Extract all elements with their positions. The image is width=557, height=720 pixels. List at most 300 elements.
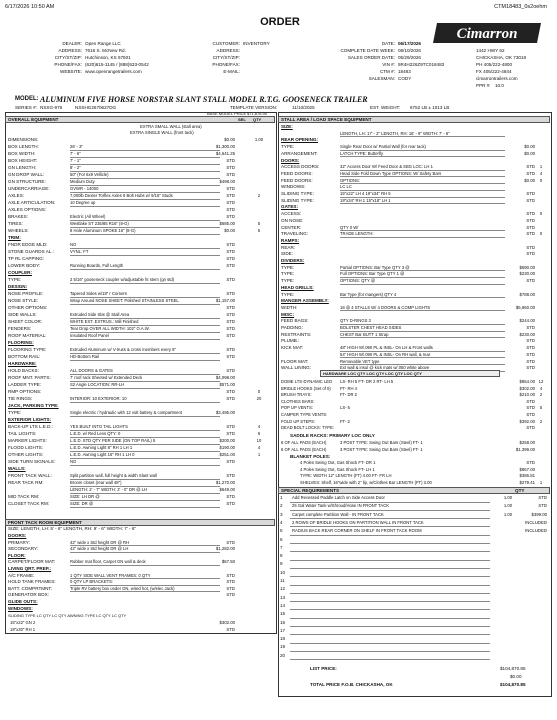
special-row-underline: [290, 543, 490, 544]
stall-row-label: ON NOSE:: [281, 217, 304, 223]
special-row-underline: [290, 585, 490, 586]
blanket-row-price: STD: [526, 460, 535, 465]
equip-row-price: STD: [226, 333, 235, 338]
stall-row-label: REAR:: [281, 244, 296, 250]
equip-row-price: STD: [226, 368, 235, 373]
stall-row-value: BOLSTER CHEST HEAD SIDES: [340, 325, 402, 330]
equip-row-price: STD: [226, 165, 235, 170]
front-tack-row-price: $1,282.00: [215, 546, 235, 552]
stall-row-value: LATCH TYPE: Butterfly: [340, 150, 384, 156]
equip-row-value: 8 Hole Aluminum SPOKE 16" (8-G): [70, 228, 136, 233]
dealer-website: www.openrangetrailers.com: [85, 69, 142, 74]
equip-row-qty: 5: [257, 221, 261, 226]
equip-row-qty: 2: [257, 193, 261, 198]
equip-row-price: $685.00: [219, 221, 235, 226]
equip-row-label: TRIM:: [8, 235, 21, 240]
special-row-price: INCLUDED: [525, 528, 547, 534]
overall-equipment-header: [5, 116, 275, 123]
dealer-city-label: CITY/ST/ZIP:: [54, 55, 82, 60]
equip-row-value: LENGTH: 2' - 7" WIDTH: 2' - 0" DR @ LH: [70, 487, 147, 492]
stall-row-underline: [340, 310, 505, 311]
special-row-underline: [290, 651, 490, 652]
saddle-row-price: $1,399.00: [515, 446, 535, 452]
equip-row-label: SHEET COLOR:: [8, 319, 43, 324]
front-tack-row-value: Rubber mat floor, Carpet GN wall & deck: [70, 559, 146, 565]
equip-row-price: STD: [226, 242, 235, 247]
customer-address-label: ADDRESS:: [216, 48, 240, 53]
equip-row-price: $571.00: [219, 382, 235, 387]
stall-row-label: RAMPS:: [281, 237, 300, 243]
stall-row-value: Bar Type (for mangers) QTY 4: [340, 291, 397, 297]
stall-row-underline: [340, 237, 505, 238]
equip-row-value: VYNL: FT: [70, 249, 89, 254]
equip-row-value: Westlake ST 235/85 R16" (8-G): [70, 221, 129, 226]
stall-row-price: $230.00: [519, 271, 535, 277]
stall-row-price: STD: [526, 231, 535, 237]
sel-label: SEL: [238, 117, 246, 122]
customer-name: INVENTORY: [243, 41, 270, 46]
saddle-row-label: 6 OF ALL PADS (EACH): [281, 440, 327, 445]
equip-row-price: STD: [226, 158, 235, 163]
front-tack-row-label: HOLD TANK FRAMES:: [8, 579, 56, 585]
equip-row-price: STD: [226, 424, 235, 429]
extra-wall-label: EXTRA SMALL WALL (stall area): [140, 124, 202, 129]
front-tack-title: FRONT TACK ROOM EQUIPMENT: [8, 520, 82, 525]
total-label: TOTAL PRICE F.O.B. CHICKASHA, OK: [310, 682, 393, 687]
dealer-label: DEALER:: [62, 41, 82, 46]
front-tack-row-label: WINDOWS:: [8, 605, 33, 611]
equip-row-label: LOWER BODY:: [8, 263, 41, 268]
front-tack-row-label: GLIDE OUTS:: [8, 599, 38, 604]
special-row-underline: [290, 618, 490, 619]
hardware-row-price: $302.00: [519, 385, 535, 391]
equip-row-value: L.E.D. w/ Red Lens QTY: 0: [70, 431, 121, 436]
stall-area-header: [278, 116, 550, 123]
special-row-number: 13: [280, 594, 286, 600]
complete-date-value: 08/10/2026: [398, 48, 421, 53]
stall-row-label: WALL LINING:: [281, 365, 312, 371]
hardware-row-qty: 2: [539, 418, 543, 424]
special-row-number: 2: [280, 503, 283, 509]
front-tack-header: [5, 519, 275, 526]
equip-row-price: STD: [226, 186, 235, 191]
blanket-row-value: 4 Poles Swing Out, Gas Shock FT- DR 1: [300, 460, 376, 465]
special-row-underline: [290, 568, 490, 569]
equip-row-label: TYPE:: [8, 277, 22, 282]
equip-row-value: Insulated Roof Panel: [70, 333, 109, 338]
equip-row-label: BOX LENGTH:: [8, 144, 39, 149]
equip-row-price: STD: [226, 354, 235, 359]
equip-row-underline: [70, 304, 220, 305]
hardware-row-qty: 12: [538, 379, 544, 384]
equip-row-label: MID TACK RM:: [8, 494, 40, 499]
special-row-number: 7: [280, 544, 283, 550]
equip-row-value: Split partition wall, full height & width Slant wall: [70, 473, 157, 478]
hardware-head-text: HARDWARE LOC QTY LOC QTY LOC QTY LOC QTY: [323, 371, 422, 376]
vin-label: VIN #:: [382, 62, 395, 67]
hardware-row-qty: 5: [539, 405, 543, 411]
hardware-row-label: BRUSH TRAYS:: [281, 392, 312, 398]
equip-row-price: STD: [226, 277, 235, 282]
equip-row-value: INTERIOR: 10 EXTERIOR: 10: [70, 396, 127, 401]
equip-row-price: $200.00: [219, 438, 235, 443]
equip-row-value: 8' - 2": [70, 165, 81, 170]
hardware-row-value: LS- RH 5 FT- DR 2 RT- LH 5: [340, 379, 394, 384]
stall-row-label: DIVIDERS:: [281, 258, 305, 263]
stall-row-price: STD: [526, 217, 535, 223]
equip-row-label: ROOF MNT. PARTS:: [8, 375, 51, 380]
model-label: MODEL:: [15, 96, 39, 102]
base-model-label: BASE MODEL PRICE: [207, 111, 247, 116]
stall-row-label: RESTRAINTS:: [281, 331, 312, 337]
hardware-row-label: FOLD UP STEPS:: [281, 418, 316, 424]
equip-row-label: OTHER LIGHTS:: [8, 452, 44, 457]
special-row-qty: 1.00: [503, 503, 513, 509]
equip-row-label: AXLE ARTICULATION:: [8, 200, 56, 205]
front-tack-window-price: $302.00: [219, 620, 235, 625]
stall-row-label: TRAVELING:: [281, 231, 308, 237]
dealer-address: 7616 S. McNew Rd.: [85, 48, 126, 53]
special-row-number: 6: [280, 536, 283, 542]
stall-row-underline: [340, 284, 505, 285]
stall-row-underline: [340, 136, 505, 137]
special-row-qty: 1.00: [503, 511, 513, 517]
equip-row-price: STD: [226, 291, 235, 296]
equip-row-value: GVWR - 14000: [70, 186, 99, 191]
equip-row-value: S2 Angle LOCATION: RR-LH: [70, 382, 125, 387]
stall-row-price: $788.00: [519, 291, 535, 297]
equip-row-price: $1,270.00: [215, 480, 235, 485]
hardware-row-label: CAMPER TYPE VENTS:: [281, 412, 328, 417]
stall-row-label: ARRANGEMENT:: [281, 150, 318, 156]
stall-row-label: WIDTH:: [281, 304, 298, 310]
equip-row-value: 7' roof rack Sheeted w/ Extended Deck: [70, 375, 143, 380]
front-tack-row-underline: [70, 565, 220, 566]
stall-row-label: SIDE:: [281, 251, 293, 257]
equip-row-price: STD: [226, 459, 235, 464]
equip-row-value: 26' - 3": [70, 144, 83, 149]
equip-row-label: REAR TACK RM:: [8, 480, 44, 485]
company-logo: [433, 19, 545, 47]
weight-label: EST. WEIGHT:: [370, 105, 401, 110]
stall-row-label: PLUMB.:: [281, 338, 300, 344]
special-header: [278, 487, 550, 494]
hardware-row-label: DEAD BOLT LOCKS: TYPE:: [281, 425, 335, 431]
equip-row-label: HOLD BACKS:: [8, 368, 39, 373]
stall-row-label: CENTER:: [281, 224, 302, 230]
blanket-row-price: $867.00: [519, 466, 535, 472]
equip-row-value: L.E.D. Awning Light 8" RH 1 LH 1: [70, 445, 133, 450]
equip-row-price: STD: [226, 473, 235, 478]
stall-row-label: TYPE:: [281, 271, 295, 277]
front-tack-row-label: SECONDARY:: [8, 546, 39, 552]
equip-row-price: STD: [226, 389, 235, 394]
equip-row-label: FRONT TACK WALL:: [8, 473, 52, 478]
blanket-row-value: 4 Poles Swing Out, Gas Shock FT- LH 1: [300, 466, 375, 472]
equip-row-value: Running Boards, Full Length: [70, 263, 124, 268]
equip-row-price: $190.00: [219, 445, 235, 450]
special-row-price: $399.00: [531, 511, 547, 517]
equip-row-value: Broom closet (rear wall 48"): [70, 480, 122, 485]
equip-row-label: BRAKES:: [8, 214, 28, 219]
stall-row-value: Removable VET type: [340, 358, 380, 364]
stall-row-label: WINDOWS:: [281, 184, 306, 190]
date-label: DATE:: [381, 41, 395, 46]
ctm-label: CTM #:: [379, 69, 395, 74]
stall-row-qty: 4: [539, 170, 543, 176]
stall-row-value: OPTIONS: QTY @: [340, 278, 376, 284]
equip-row-value: L.E.D. STD QTY PER SIDE (ON TOP RAIL) 5: [70, 438, 156, 443]
equip-row-underline: [70, 360, 220, 361]
stall-row-label: PADDING:: [281, 325, 303, 330]
hardware-row-price: STD: [526, 398, 535, 404]
equip-row-qty: 5: [257, 228, 261, 233]
special-row-underline: [290, 560, 490, 561]
stall-row-qty: 1: [539, 164, 543, 170]
equip-row-label: TP RL CAPPING:: [8, 256, 44, 261]
stall-row-label: FLOOR MAT:: [281, 358, 309, 364]
equip-row-label: TIE RINGS:: [8, 396, 33, 401]
stall-row-label: TYPE:: [281, 278, 295, 284]
special-row-number: 14: [280, 602, 286, 608]
front-tack-row-price: STD: [226, 539, 235, 545]
special-row-underline: [290, 659, 490, 660]
equip-row-label: NOSE STYLE:: [8, 298, 39, 303]
stall-row-price: $690.00: [519, 264, 535, 270]
equip-row-qty: 4: [257, 445, 261, 450]
stall-row-qty: 0: [539, 231, 543, 237]
stall-row-price: STD: [526, 191, 535, 196]
equip-row-underline: [70, 255, 220, 256]
special-row-number: 5: [280, 528, 283, 534]
stall-row-value: 54" HIGH W/.090 PL & INSL- On RH wall, & rear: [340, 351, 431, 357]
front-tack-row-value: 42" wide x Std height DR @ LH: [70, 546, 129, 552]
print-timestamp: 6/17/2026 10:50 AM: [5, 4, 55, 10]
stall-row-value: LC LC: [340, 184, 352, 190]
stall-row-underline: [340, 156, 505, 157]
company-web: cimarrontrailers.com: [476, 76, 518, 81]
dealer-phone: (620)615-1145 / (888)533-0542: [85, 62, 149, 67]
equip-row-value: Extruded Aluminum w/ V-truss & cross members every 6": [70, 347, 176, 352]
equip-row-value: Tear Drop OVER ALL WIDTH: 102" O.A.W.: [70, 326, 150, 331]
special-row-price: STD: [538, 495, 547, 500]
stall-row-label: DOORS:: [281, 157, 300, 163]
equip-row-label: GN LENGTH:: [8, 165, 37, 170]
company-address: 1442 HWY 62: [476, 48, 505, 53]
stall-row-price: $230.00: [519, 331, 535, 337]
special-row-underline: [290, 643, 490, 644]
list-price-value: $104,870.85: [500, 666, 526, 671]
front-tack-row-label: PRIMARY:: [8, 539, 30, 545]
equip-row-label: TAIL LIGHTS:: [8, 431, 37, 436]
equip-row-value: L.E.D. Awning Light 16" RH 1 LH 0: [70, 452, 135, 457]
equip-row-label: BOTTOM RAIL:: [8, 354, 41, 359]
front-tack-window-price: STD: [226, 626, 235, 632]
hardware-row-price: $854.00: [519, 379, 535, 384]
hardware-row-value: FT- DR 2: [340, 392, 357, 398]
base-model-price: $71,876.00: [247, 111, 268, 116]
equip-row-value: SIZE: LH DR @: [70, 494, 100, 499]
equip-row-label: ROOF MATERIAL:: [8, 333, 47, 338]
equip-row-value: HD-Bottom Rail: [70, 354, 100, 359]
equip-row-underline: [70, 465, 220, 466]
blanket-row-value: TYPE: WIDTH 12" LENGTH (FT) 4.00 FT- FR LH: [300, 473, 392, 479]
equip-row-value: Wrap Around NOSE SHEET: Polished STAINLESS STEEL: [70, 298, 179, 303]
stall-row-price: STD: [526, 164, 535, 170]
equip-row-underline: [70, 507, 220, 508]
stall-row-value: Partial OPTIONS: Bar Type QTY 3 @: [340, 264, 410, 270]
series-value: NSSG-976: [40, 105, 63, 110]
series-label: SERIES #:: [15, 105, 37, 110]
equip-row-label: UNDERCARRIAGE:: [8, 186, 50, 191]
equip-row-price: $1,157.00: [215, 298, 235, 303]
equip-row-label: COUPLER:: [8, 270, 32, 275]
front-tack-row-underline: [70, 591, 220, 592]
equip-row-qty: 1.00: [254, 137, 264, 142]
equip-row-price: STD: [226, 396, 235, 401]
sales-date-label: SALES ORDER DATE:: [347, 55, 395, 60]
equip-row-label: FLOOD LIGHTS:: [8, 445, 43, 450]
stall-row-label: FEED BAGS:: [281, 318, 309, 324]
ppr-label: PPR #:: [476, 83, 491, 88]
special-row-price: INCLUDED: [525, 519, 547, 525]
dealer-city: Hutchinson, KS 67501: [85, 55, 131, 60]
hardware-row-qty: 2: [539, 392, 543, 398]
equip-row-value: NO: [70, 459, 77, 464]
template-value: 11/10/2025: [292, 105, 315, 110]
equip-row-label: OTHER OPTIONS:: [8, 305, 48, 310]
equip-row-value: 7' - 6": [70, 151, 81, 156]
equip-row-label: CLOSET TACK RM:: [8, 501, 50, 506]
equip-row-label: FNDR EDGE MLD:: [8, 242, 48, 247]
equip-row-price: STD: [226, 193, 235, 198]
equip-row-price: STD: [226, 501, 235, 506]
hardware-row-price: STD: [526, 425, 535, 431]
stall-row-label: SLIDING TYPE:: [281, 191, 314, 196]
equip-row-price: STD: [226, 249, 235, 254]
equip-row-qty: 6: [257, 431, 261, 436]
stall-row-price: $0.00: [524, 144, 535, 150]
special-row-number: 8: [280, 553, 283, 559]
equip-row-price: STD: [226, 347, 235, 352]
stall-row-price: STD: [526, 211, 535, 217]
equip-row-underline: [70, 283, 220, 284]
stall-area-title: STALL AREA / LOAD SPACE EQUIPMENT: [281, 117, 372, 122]
equip-row-label: WALLS:: [8, 466, 26, 471]
stall-row-price: STD: [526, 338, 535, 344]
equip-row-underline: [70, 402, 220, 403]
complete-date-label: COMPLETE DATE WEEK:: [340, 48, 395, 53]
equip-row-price: STD: [226, 305, 235, 310]
special-row-number: 1: [280, 495, 283, 500]
special-row-text: Carpet complete Partition Wall - IN FRONT TACK: [292, 511, 384, 517]
equip-row-value: Tapered Sides w/18" r Corners: [70, 291, 127, 296]
equip-row-price: STD: [226, 326, 235, 331]
ctm-value: 18483: [398, 69, 411, 74]
stall-row-underline: [340, 297, 505, 298]
overall-equipment-title: OVERALL EQUIPMENT: [8, 117, 59, 122]
equip-row-value: ALL DOORS & GATES: [70, 368, 113, 373]
special-row-underline: [290, 626, 490, 627]
blanket-row-qty: 1: [539, 479, 543, 485]
front-tack-row-price: $67.50: [221, 559, 235, 565]
saddle-row-value: 3 POST TYPE: Swing Out Bars (Steel) FT- 1: [340, 440, 423, 445]
stall-row-value: OPTIONS:: [340, 177, 361, 183]
special-row-underline: [290, 593, 490, 594]
special-row-number: 3: [280, 511, 283, 517]
hardware-row-label: BRIDLE HOOKS (Set of 6): [281, 385, 331, 391]
equip-row-price: $1,300.00: [215, 144, 235, 149]
special-row-text: 25 Gal Water Tank w/Shroud/Hose IN FRONT TACK: [292, 503, 390, 509]
stall-row-value: 19"x34" RH 1 15"x18" LH 1: [340, 197, 391, 203]
special-row-number: 20: [280, 652, 286, 658]
document-id: CTM18483_0s2oehm: [494, 4, 547, 10]
equip-row-value: Electric (All Wheel): [70, 214, 106, 219]
equip-row-price: $498.00: [219, 179, 235, 184]
saddle-row-price: $258.00: [519, 440, 535, 445]
equip-row-label: AXLES OPTIONS:: [8, 207, 47, 212]
special-row-underline: [290, 609, 490, 610]
hardware-row-value: LS- 5: [340, 405, 351, 411]
stall-row-label: SIZE:: [281, 124, 293, 129]
equip-row-price: STD: [226, 172, 235, 177]
equip-row-underline: [70, 388, 220, 389]
stall-row-price: STD: [526, 345, 535, 351]
special-row-number: 18: [280, 636, 286, 642]
hardware-row-label: POP UP VENTS:: [281, 405, 313, 411]
special-row-number: 19: [280, 644, 286, 650]
equip-row-label: STONE GUARDS AL.:: [8, 249, 54, 254]
stall-row-price: $244.00: [519, 318, 535, 324]
equip-row-underline: [70, 206, 220, 207]
logo-text: Cimarron: [456, 26, 518, 42]
stall-row-value: 15"x22" LH 4 19"x34" RH 5: [340, 191, 391, 196]
equip-row-price: $0.00: [224, 137, 235, 142]
equip-row-price: STD: [226, 263, 235, 268]
stall-row-value: Single Rear Door w/ Partial Wall (for rear tack): [340, 144, 426, 150]
special-row-number: 11: [280, 578, 285, 583]
blanket-row-value: SHELVES: Shelf, 16"wide with 2" lip, w/Clothes Bar LENGTH (FT) 3.00: [300, 479, 432, 485]
equip-row-qty: 20: [256, 396, 262, 401]
front-tack-row-value: Triple RV battery box under GN, wired hot, (w/elec Jack): [70, 585, 175, 591]
equip-row-label: TYPE:: [8, 410, 22, 415]
stall-row-value: Full OPTIONS: Bar Type QTY 1 @: [340, 271, 405, 277]
equip-row-label: FLOORING TYPE:: [8, 347, 47, 352]
stall-row-value: TRADE LENGTH:: [340, 231, 374, 237]
equip-row-value: 7,000lb Dexter Torflex Axles 8 Bolt Hubs w/ 9/16" Studs: [70, 193, 173, 198]
dealer-address-label: ADDRESS:: [58, 48, 82, 53]
equip-row-underline: [70, 234, 220, 235]
equip-row-qty: 0: [257, 389, 261, 394]
equip-row-label: AXLES:: [8, 193, 25, 198]
equip-row-label: BACK-UP LTS L.E.D.:: [8, 424, 54, 429]
equip-row-price: STD: [226, 431, 235, 436]
stall-row-price: STD: [526, 170, 535, 176]
special-row-text: 2 ROWS OF BRIDLE HOOKS ON PARTITION WALL IN FRONT TACK: [292, 519, 424, 525]
stall-row-qty: 0: [539, 211, 543, 217]
equip-row-value: SIZE: DR @: [70, 501, 94, 506]
stall-row-price: STD: [526, 365, 535, 371]
stall-row-price: STD: [526, 278, 535, 284]
equip-row-label: GN DROP WALL:: [8, 172, 45, 177]
equip-row-value: WHITE EXT. EXTRUS.: Mill Finished: [70, 319, 139, 324]
front-tack-window-head: SLIDING TYPE LC QTY LC QTY AWNING TYPE LC QTY LC QTY: [8, 613, 127, 618]
stall-row-underline: [340, 203, 505, 204]
hardware-row-label: CLOTHES BARS:: [281, 398, 315, 404]
equip-row-value: Medium Duty: [70, 179, 95, 184]
qty-label: QTY: [253, 117, 262, 122]
blanket-row-price: $386.81: [519, 473, 535, 479]
